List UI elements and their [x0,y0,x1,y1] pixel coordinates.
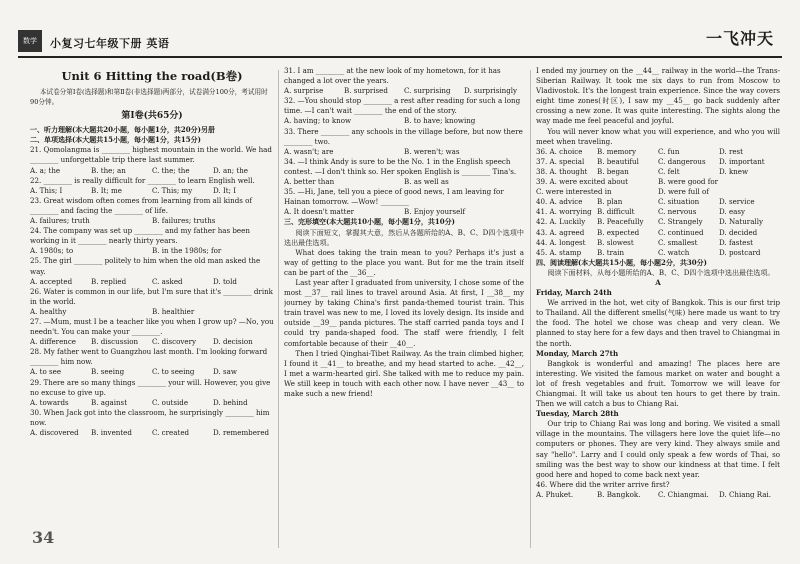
option[interactable]: C. created [152,428,190,437]
question-text: 23. Great wisdom often comes from learning from all kinds of ________ and facing the ________ of life. [30,195,253,215]
option[interactable]: 42. A. Luckily [536,217,586,227]
option[interactable]: C. Chiangmai. [658,489,709,499]
column-divider [530,70,531,548]
option[interactable]: D. an; the [213,165,249,175]
answer-options [30,246,274,256]
page-number: 34 [32,528,55,547]
question-text: 27. —Mum, must I be a teacher like you when I grow up? —No, you needn't. You can make your ________. [30,316,274,337]
option[interactable]: B. surprised [344,86,388,96]
question-text: 33. There ________ any schools in the village before, but now there ________ two. [284,126,523,146]
cloze-option-row [536,238,780,248]
option[interactable]: 44. A. longest [536,237,586,247]
option[interactable]: A. surprise [284,86,324,96]
option[interactable]: C. were interested in [536,187,612,197]
option[interactable]: D. postcard [719,247,761,257]
option[interactable]: A. having; to know [284,116,352,126]
option[interactable]: D. behind [213,397,248,407]
option[interactable]: B. memory [597,146,637,156]
option[interactable]: D. easy [719,207,746,217]
answer-options [30,337,274,347]
option[interactable]: B. discussion [91,337,139,347]
cloze-paragraph: Then I tried Qinghai-Tibet Railway. As the train climbed higher, I found it __41__ to breathe, and my head started to ache. __42__, I met a warm-hearted girl. She talked with me to reduce my pain. We still keep in touch with each other now. I have never __43__ to make such a new friend! [284,348,524,398]
book-title: 小复习七年级下册 英语 [50,37,170,50]
exam-note: 本试卷分第Ⅰ卷(选择题)和第Ⅱ卷(非选择题)两部分，试卷满分100分，考试用时90分钟。 [30,88,268,106]
option[interactable]: B. Enjoy yourself [404,207,466,217]
option[interactable]: A. towards [30,397,69,407]
option[interactable]: D. remembered [213,428,270,437]
column-left [30,66,274,554]
option[interactable]: A. a; the [30,165,61,175]
cloze-intro: 阅读下面短文，掌握其大意，然后从各题所给的A、B、C、D四个选项中选出最佳选项。 [284,227,524,247]
option[interactable]: D. knew [719,166,749,176]
question-text: 25. The girl ________ politely to him when the old man asked the way. [30,256,261,276]
option[interactable]: C. felt [658,166,680,176]
diary-entry: Bangkok is wonderful and amazing! The places here are interesting. We visited the famous market on water and bought a lot of fresh vegetables and fruit. Tomorrow we will leave for Chiangmai. It will take us about ten hours to get there by train. Then we will catch a bus to Chiang Rai. [536,358,780,409]
part-title: 第Ⅰ卷(共65分) [121,111,183,122]
option[interactable]: B. in the 1980s; for [152,246,222,256]
section-heading: 二、单项选择(本大题共15小题，每小题1分，共15分) [30,135,201,145]
cloze-passage [284,248,524,399]
option[interactable]: A. It doesn't matter [284,207,355,217]
option[interactable]: B. began [597,166,629,176]
option[interactable]: C. situation [658,197,700,207]
question-text: 26. Water is common in our life, but I'm sure that it's ________ drink in the world. [30,286,273,306]
option[interactable]: A. Phuket. [536,489,574,499]
option[interactable]: C. to seeing [152,367,195,377]
option[interactable]: D. were full of [658,187,709,197]
diary-passage [536,288,780,480]
option[interactable]: A. wasn't; are [284,146,334,156]
option[interactable]: A. failures; truth [30,216,90,226]
question-text: 32. —You should stop ________ a rest after reading for such a long time. —I can't wait ________ the end of the story. [284,96,521,116]
column-divider [278,70,279,548]
diary-date: Friday, March 24th [536,288,612,298]
section-heading: 四、阅读理解(本大题共15小题，每小题2分，共30分) [536,257,707,267]
cloze-option-row [536,167,780,177]
option[interactable]: D. told [213,276,237,286]
option[interactable]: B. plan [597,197,623,207]
cloze-option-row [536,177,780,187]
cloze-option-row [536,157,780,167]
option[interactable]: C. asked [152,276,183,286]
option[interactable]: A. 1980s; to [30,246,74,256]
option[interactable]: A. This; I [30,185,63,195]
cloze-option-row [536,217,780,227]
option[interactable]: D. Naturally [719,217,763,227]
option[interactable]: D. decision [213,337,253,347]
question-46: 46. Where did the writer arrive first? [536,479,670,489]
option[interactable]: 38. A. thought [536,166,588,176]
option[interactable]: 36. A. choice [536,146,583,156]
option[interactable]: C. dangerous [658,156,706,166]
option[interactable]: 45. A. stamp [536,247,582,257]
option[interactable]: B. It; me [91,185,122,195]
question-list [30,145,274,438]
question-text: 34. —I think Andy is sure to be the No. 1 in the English speech contest. —I don't think so. Her spoken English is ________ Tina's. [284,156,517,176]
cloze-option-row [536,187,780,197]
question-text: 30. When Jack got into the classroom, he surprisingly ________ him now. [30,407,270,427]
option[interactable]: B. failures; truths [152,216,216,226]
answer-options [536,490,780,500]
option[interactable]: C. outside [152,397,189,407]
option[interactable]: B. healthier [152,306,195,316]
option[interactable]: D. rest [719,146,744,156]
answer-options [30,398,274,408]
option[interactable]: B. as well as [404,177,449,187]
column-right [536,66,780,554]
option[interactable]: D. service [719,197,755,207]
option[interactable]: 40. A. advice [536,197,583,207]
option[interactable]: B. replied [91,276,127,286]
question-text: 31. I am ________ at the new look of my hometown, for it has changed a lot over the years. [284,66,501,86]
option[interactable]: B. train [597,247,625,257]
answer-options [30,277,274,287]
answer-options [30,367,274,377]
cloze-options [536,147,780,258]
answer-options [284,207,524,217]
option[interactable]: B. invented [91,428,132,437]
option[interactable]: 37. A. special [536,156,585,166]
option[interactable]: C. surprising [404,86,451,96]
option[interactable]: B. Peacefully [597,217,644,227]
option[interactable]: D. important [719,156,765,166]
option[interactable]: C. This; my [152,185,193,195]
option[interactable]: A. discovered [30,428,79,437]
option[interactable]: B. difficult [597,207,635,217]
answer-options [284,116,524,126]
option[interactable]: C. watch [658,247,690,257]
answer-options [30,166,274,176]
option[interactable]: C. Strangely [658,217,703,227]
brand-logo: 一飞冲天 [705,29,774,48]
question-text: 28. My father went to Guangzhou last month. I'm looking forward ________ him now. [30,347,268,367]
diary-entry: Our trip to Chiang Rai was long and boring. We visited a small village in the mountains. The villagers here love the quiet life—no computers or phones. They are very kind. They always smile and say "hello". Larry and I could only speak a few words of Thai, so smiling was the best way to show our kindness at that time. I felt good here and hoped to come back next year. [536,419,780,479]
answer-options [284,177,524,187]
question-text: 24. The company was set up ________ and my father has been working in it ________ nearly thirty years. [30,226,250,246]
answer-options [30,428,274,438]
option[interactable]: D. fastest [719,237,753,247]
answer-options [30,216,274,226]
answer-options [30,307,274,317]
option[interactable]: B. the; an [91,165,126,175]
option[interactable]: 43. A. agreed [536,227,585,237]
option[interactable]: D. saw [213,367,237,377]
cloze-option-row [536,147,780,157]
option[interactable]: D. decided [719,227,758,237]
cloze-paragraph: Last year after I graduated from university, I chose some of the most __37__ rail lines to travel around Asia. At first, I __38__ my journey by taking China's first panda-themed tourist train. This train travel was new to me, I loved its lovely design. Its inside and outside __39__ panda pictures. The staff carried panda toys and I could try panda-shaped food. The staff were friendly, I felt comfortable because of their __40__. [284,277,524,348]
option[interactable]: A. accepted [30,276,73,286]
cloze-ending: You will never know what you will experience, and who you will meet when traveling. [536,126,780,146]
option[interactable]: B. slowest [597,237,634,247]
question-text: 29. There are so many things ________ your will. However, you give no excuse to give up. [30,377,271,397]
option[interactable]: D. It; I [213,185,237,195]
option[interactable]: A. healthy [30,306,67,316]
option[interactable]: C. discovery [152,337,196,347]
passage-label: A [655,277,661,287]
answer-options [284,86,524,96]
cloze-continued: I ended my journey on the __44__ railway in the world—the Trans-Siberian Railway. It took me six days to run from Moscow to Vladivostok. It's the longest train experience. Since the way covers eight time zones(时区), I saw my __45__ go back suddenly after crossing a new zone. It was quite interesting. The sights along the way made me feel peaceful and joyful. [536,66,780,126]
answer-options [284,147,524,157]
question-text: 21. Qomolangma is ________ highest mountain in the world. We had ________ unforgettable trip there last summer. [30,145,272,165]
diary-entry: We arrived in the hot, wet city of Bangkok. This is our first trip to Thailand. All the different smells(气味) here made us want to try the food. The hotel we chose was cheap and very clean. We planned to stay here for a few days and then travel to Chiangmai in the north. [536,298,780,348]
option[interactable]: A. difference [30,337,77,347]
option[interactable]: D. Chiang Rai. [719,489,772,499]
cloze-option-row [536,207,780,217]
unit-title: Unit 6 Hitting the road(B卷) [61,69,243,83]
option[interactable]: 39. A. were excited about [536,177,629,187]
option[interactable]: 41. A. worrying [536,207,592,217]
option[interactable]: C. fun [658,146,680,156]
option[interactable]: A. to see [30,367,62,377]
section-heading: 三、完形填空(本大题共10小题，每小题1分，共10分) [284,217,455,227]
cloze-option-row [536,248,780,258]
option[interactable]: C. the; the [152,165,190,175]
option[interactable]: C. smallest [658,237,698,247]
option[interactable]: B. Bangkok. [597,489,641,499]
option[interactable]: B. seeing [91,367,125,377]
question-text: 35. —Hi, Jane, tell you a piece of good news, I am leaving for Hainan tomorrow. —Wow! ________ [284,187,504,207]
option[interactable]: B. were good for [658,177,719,187]
option[interactable]: B. expected [597,227,640,237]
option[interactable]: C. nervous [658,207,697,217]
question-list [284,66,524,217]
option[interactable]: B. against [91,397,128,407]
cloze-paragraph: What does taking the train mean to you? Perhaps it's just a way of getting to the place you want. But for me the train itself can be part of the __36__. [284,247,524,277]
page-header [18,20,782,58]
subject-tag: 数学 [18,30,42,52]
cloze-option-row [536,197,780,207]
option[interactable]: B. weren't; was [404,146,460,156]
section-heading: 一、听力理解(本大题共20小题，每小题1分，共20分)另册 [30,125,215,135]
diary-date: Tuesday, March 28th [536,409,619,419]
column-middle [284,66,524,554]
answer-options [30,186,274,196]
option[interactable]: A. better than [284,177,335,187]
option[interactable]: D. surprisingly [464,86,518,96]
diary-date: Monday, March 27th [536,348,619,358]
reading-intro: 阅读下面材料，从每小题所给的A、B、C、D四个选项中选出最佳选项。 [547,267,775,277]
option[interactable]: B. beautiful [597,156,639,166]
question-text: 22. ________ is really difficult for ________ to learn English well. [30,175,255,185]
cloze-option-row [536,228,780,238]
option[interactable]: C. continued [658,227,704,237]
option[interactable]: B. to have; knowing [404,116,476,126]
